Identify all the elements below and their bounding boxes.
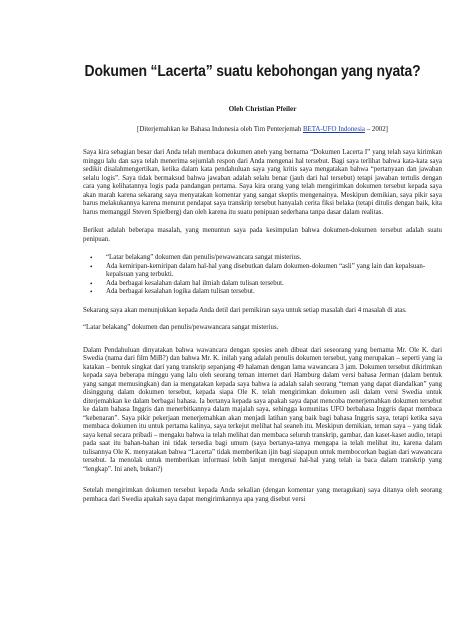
document-title: Dokumen “Lacerta” suatu kebohongan yang nyata? [84,63,421,80]
credit-prefix: [Diterjemahkan ke Bahasa Indonesia oleh Tim Penterjemah [137,126,303,133]
section-heading: “Latar belakang” dokumen dan penulis/pewawancara sangat misterius. [83,324,279,332]
intro-paragraph: Saya kira sebagian besar dari Anda telah membaca dokumen aneh yang bernama “Dokumen Lacerta I” yang telah saya kirimkan minggu lalu dan saya telah menerima sejumlah respon dari Anda mengenai hal tersebut. Bagi saya terlihat bahwa kata-kata saya sedikit disalahmengertikan, ketika dalam kata pendahuluan saya yang kritis saya mengatakan bahwa “pertanyaan dan jawaban selalu logis”. Saya tidak bermaksud bahwa jawaban adalah selalu benar (jauh dari hal tersebut) tetapi jawaban tertulis dengan cara yang kelihatannya logis pada pandangan pertama. Saya kira orang yang telah mengirimkan dokumen tersebut kepada saya akan marah karena sekarang saya menyatakan komentar yang sangat skeptis mengenainya. Meskipun demikian, saya pikir saya harus melakukannya karena menurut pendapat saya transkrip tersebut hanyalah cerita fiksi belaka (tetapi ditulis dengan baik, kita harus memanggil Steven Spielberg) dan oleh karena itu suatu penipuan sederhana tanpa dasar dalam realitas. [83,149,442,216]
issue-list [83,254,442,297]
author-line: Oleh Christian Pfeiler [228,105,297,113]
list-item: • Ada berbagai kesalahan dalam hal ilmiah dalam tulisan tersebut. [106,280,442,289]
list-item: • Ada kemiripan-kemiripan dalam hal-hal yang disebutkan dalam dokumen-dokumen “asli” yang lain dan kepalsuan-kepalsuan yang terbukti. [106,263,442,280]
closing-paragraph: Setelah mengirimkan dokumen tersebut kepada Anda sekalian (dengan komentar yang meragukan) saya ditanya oleh seorang pembaca dari Swedia apakah saya dapat mengirimkannya apa yang disebut versi [83,487,442,503]
list-intro-paragraph: Berikut adalah beberapa masalah, yang menuntun saya pada kesimpulan bahwa dokumen-dokumen tersebut adalah suatu penipuan. [83,227,442,243]
credit-suffix: – 2002] [364,126,388,133]
detail-intro-paragraph: Sekarang saya akan menunjukkan kepada Anda detil dari pemikiran saya untuk setiap masalah dari 4 masalah di atas. [83,306,407,314]
beta-ufo-link[interactable]: BETA-UFO Indonesia [302,126,365,133]
background-paragraph: Dalam Pendahuluan dinyatakan bahwa wawancara dengan spesies aneh dibuat dari seseorang yang bernama Mr. Ole K. dari Swedia (nama dari film MiB?) dan bahwa Mr. K. inilah yang adalah penulis dokumen tersebut, yang merupakan – seperti yang ia katakan – bentuk singkat dari yang transkrip sepanjang 49 halaman dengan lama wawancara 3 jam. Dokumen tersebut dikirimkan kepada saya beberapa minggu yang lalu oleh seorang teman internet dari Hamburg dalam versi bahasa Jerman (dalam bentuk yang sangat memusingkan) dan ia mengatakan kepada saya bahwa ia adalah salah seorang “teman yang dapat diandalkan” yang disinggung dalam dokumen tersebut, kepada siapa Ole K. telah mengirimkan dokumen asli dalam versi Swedia untuk diterjemahkan ke dalam berbagai bahasa. Ia bertanya kepada saya apakah saya dapat mencoba menerjemahkan dokumen tersebut ke dalam bahasa Inggris dan menerbitkannya dalam majalah saya, sehingga komunitas UFO berbahasa Inggris dapat membaca “kebenaran”. Saya pikir pekerjaan menerjemahkan akan menjadi latihan yang baik bagi bahasa Inggris saya, tetapi ketika saya membaca dokumen itu untuk pertama kalinya, saya terkejut melihat hal seaneh itu. Meskipun demikian, teman saya – yang tidak saya kenal secara pribadi – mengaku bahwa ia telah melihat dan membaca seluruh transkrip, gambar, dan kaset-kaset audio, tetapi pada saat itu bahan-bahan ini tidak tersedia bagi umum (saya bertanya-tanya mengapa ia telah melihat itu, karena dalam tulisannya Ole K. menyatakan bahwa “Lacerta” tidak memberikan ijin bagi siapapun untuk membocorkan bagian dari wawancara tersebut. Ia menolak untuk memberikan informasi lebih lanjut mengenai hal-hal yang telah ia baca dalam transkrip yang “lengkap”. Ini aneh, bukan?) [83,346,442,473]
list-item: • Ada berbagai kesalahan logika dalam tulisan tersebut. [106,288,442,297]
list-item: • “Latar belakang” dokumen dan penulis/pewawancara sangat misterius. [106,254,442,263]
translation-credit [83,126,442,133]
